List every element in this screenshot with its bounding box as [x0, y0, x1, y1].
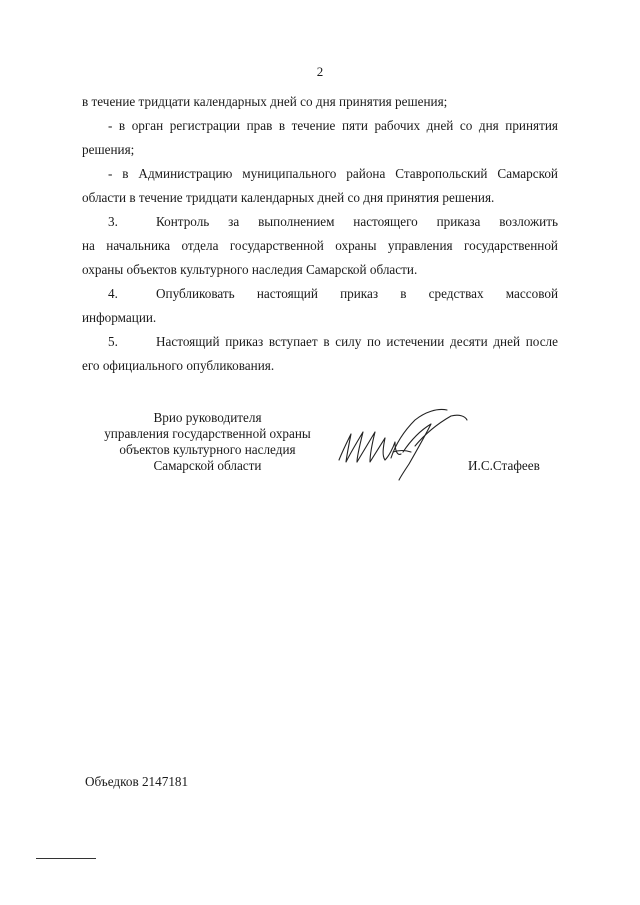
- body-line: на начальника отдела государственной охраны управления государственной: [82, 238, 558, 253]
- signer-title-line: Врио руководителя: [153, 410, 262, 425]
- body-line: охраны объектов культурного наследия Самарской области.: [82, 262, 418, 277]
- body-line: в течение тридцати календарных дней со дня принятия решения;: [82, 94, 448, 109]
- paragraph-number: 3.: [108, 214, 118, 229]
- signer-title: [60, 410, 355, 474]
- paragraph-number: 5.: [108, 334, 118, 349]
- signer-title-line: управления государственной охраны: [104, 426, 311, 441]
- signer-title-line: Самарской области: [153, 458, 262, 473]
- body-line: - в орган регистрации прав в течение пяти рабочих дней со дня принятия: [108, 118, 558, 133]
- body-line: Контроль за выполнением настоящего приказа возложить: [156, 214, 558, 229]
- executor-note: Объедков 2147181: [85, 774, 189, 789]
- page-number: 2: [316, 64, 324, 79]
- body-line: - в Администрацию муниципального района Ставропольский Самарской: [108, 166, 558, 181]
- body-line: информации.: [82, 310, 157, 325]
- body-line: Настоящий приказ вступает в силу по истечении десяти дней после: [156, 334, 558, 349]
- body-line: Опубликовать настоящий приказ в средствах массовой: [156, 286, 558, 301]
- paragraph-number: 4.: [108, 286, 118, 301]
- body-line: области в течение тридцати календарных дней со дня принятия решения.: [82, 190, 495, 205]
- body-line: его официального опубликования.: [82, 358, 275, 373]
- footer-divider: [36, 858, 96, 859]
- signer-name: И.С.Стафеев: [468, 458, 540, 473]
- body-line: решения;: [82, 142, 135, 157]
- handwritten-signature: [333, 406, 473, 482]
- signer-title-line: объектов культурного наследия: [119, 442, 296, 457]
